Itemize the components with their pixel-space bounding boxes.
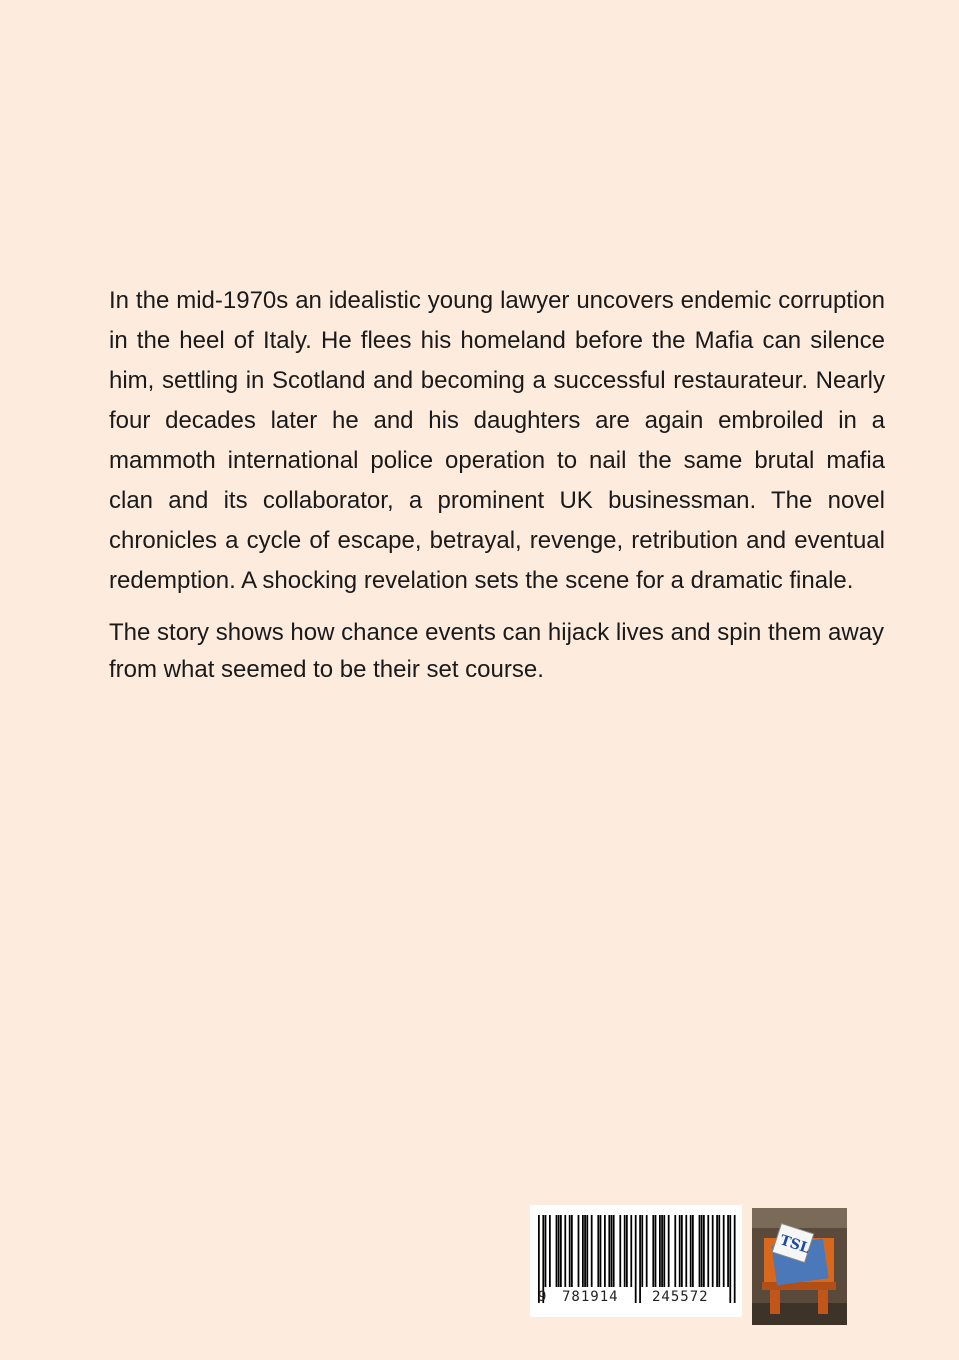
barcode-bar bbox=[630, 1215, 632, 1287]
barcode-bar bbox=[685, 1215, 687, 1287]
barcode-bar bbox=[718, 1215, 720, 1287]
barcode-bar bbox=[727, 1215, 729, 1287]
barcode-bar bbox=[655, 1215, 657, 1287]
barcode-bar bbox=[597, 1215, 599, 1287]
blurb-text bbox=[109, 281, 885, 688]
barcode-bar bbox=[734, 1215, 736, 1303]
barcode-bar bbox=[549, 1215, 551, 1287]
barcode-bar bbox=[681, 1215, 683, 1287]
barcode-bar bbox=[729, 1215, 731, 1303]
barcode-bar bbox=[661, 1215, 663, 1287]
barcode-bar bbox=[723, 1215, 725, 1287]
barcode-bar bbox=[591, 1215, 593, 1287]
barcode-bar bbox=[703, 1215, 705, 1287]
barcode-bar bbox=[668, 1215, 670, 1287]
barcode-bar bbox=[701, 1215, 703, 1287]
barcode-bar bbox=[639, 1215, 641, 1303]
barcode-bar bbox=[619, 1215, 621, 1287]
blurb-paragraph-2: The story shows how chance events can hijack lives and spin them away from what seemed to be their set course. bbox=[109, 619, 885, 683]
barcode-bar bbox=[558, 1215, 560, 1287]
isbn-barcode bbox=[530, 1205, 742, 1317]
barcode-bar bbox=[560, 1215, 562, 1287]
barcode-bar bbox=[635, 1215, 637, 1303]
barcode-bar bbox=[608, 1215, 610, 1287]
barcode-bar bbox=[556, 1215, 558, 1287]
barcode-bar bbox=[652, 1215, 654, 1287]
barcode-bar bbox=[716, 1215, 718, 1287]
barcode-bar bbox=[699, 1215, 701, 1287]
barcode-digits-right: 245572 bbox=[652, 1289, 709, 1305]
logo-monogram: TSL bbox=[777, 1232, 812, 1257]
barcode-bar bbox=[571, 1215, 573, 1287]
barcode-bar bbox=[707, 1215, 709, 1287]
barcode-bar bbox=[613, 1215, 615, 1287]
barcode-bar bbox=[604, 1215, 606, 1287]
blurb-paragraph-1: In the mid-1970s an idealistic young lawyer uncovers endemic corruption in the heel of Italy. He flees his homeland before the Mafia can silence him, settling in Scotland and becoming a successful restaurateur. Nearly four decades later he and his daughters are again embroiled in a mammoth international police operation to nail the same brutal mafia clan and its collaborator, a prominent UK businessman. The novel chronicles a cycle of escape, betrayal, revenge, retribution and eventual redemption. A shocking revelation sets the scene for a dramatic finale. bbox=[109, 287, 885, 594]
barcode-bar bbox=[692, 1215, 694, 1287]
barcode-bar bbox=[586, 1215, 588, 1287]
barcode-bar bbox=[712, 1215, 714, 1287]
barcode-bar bbox=[584, 1215, 586, 1287]
barcode-bar bbox=[659, 1215, 661, 1287]
publisher-logo bbox=[752, 1208, 847, 1325]
barcode-bar bbox=[578, 1215, 580, 1287]
barcode-bar bbox=[663, 1215, 665, 1287]
barcode-digits-left: 781914 bbox=[562, 1289, 619, 1305]
barcode-bar bbox=[569, 1215, 571, 1287]
barcode-digit-first: 9 bbox=[538, 1289, 548, 1305]
barcode-bar bbox=[564, 1215, 566, 1287]
barcode-bar bbox=[611, 1215, 613, 1287]
barcode-bar bbox=[624, 1215, 626, 1287]
barcode-bar bbox=[674, 1215, 676, 1287]
barcode-bar bbox=[679, 1215, 681, 1287]
barcode-bar bbox=[600, 1215, 602, 1287]
barcode-bar bbox=[626, 1215, 628, 1287]
barcode-bar bbox=[545, 1215, 547, 1287]
barcode-bar bbox=[646, 1215, 648, 1287]
barcode-bar bbox=[690, 1215, 692, 1287]
barcode-bar bbox=[641, 1215, 643, 1287]
barcode-bar bbox=[582, 1215, 584, 1287]
